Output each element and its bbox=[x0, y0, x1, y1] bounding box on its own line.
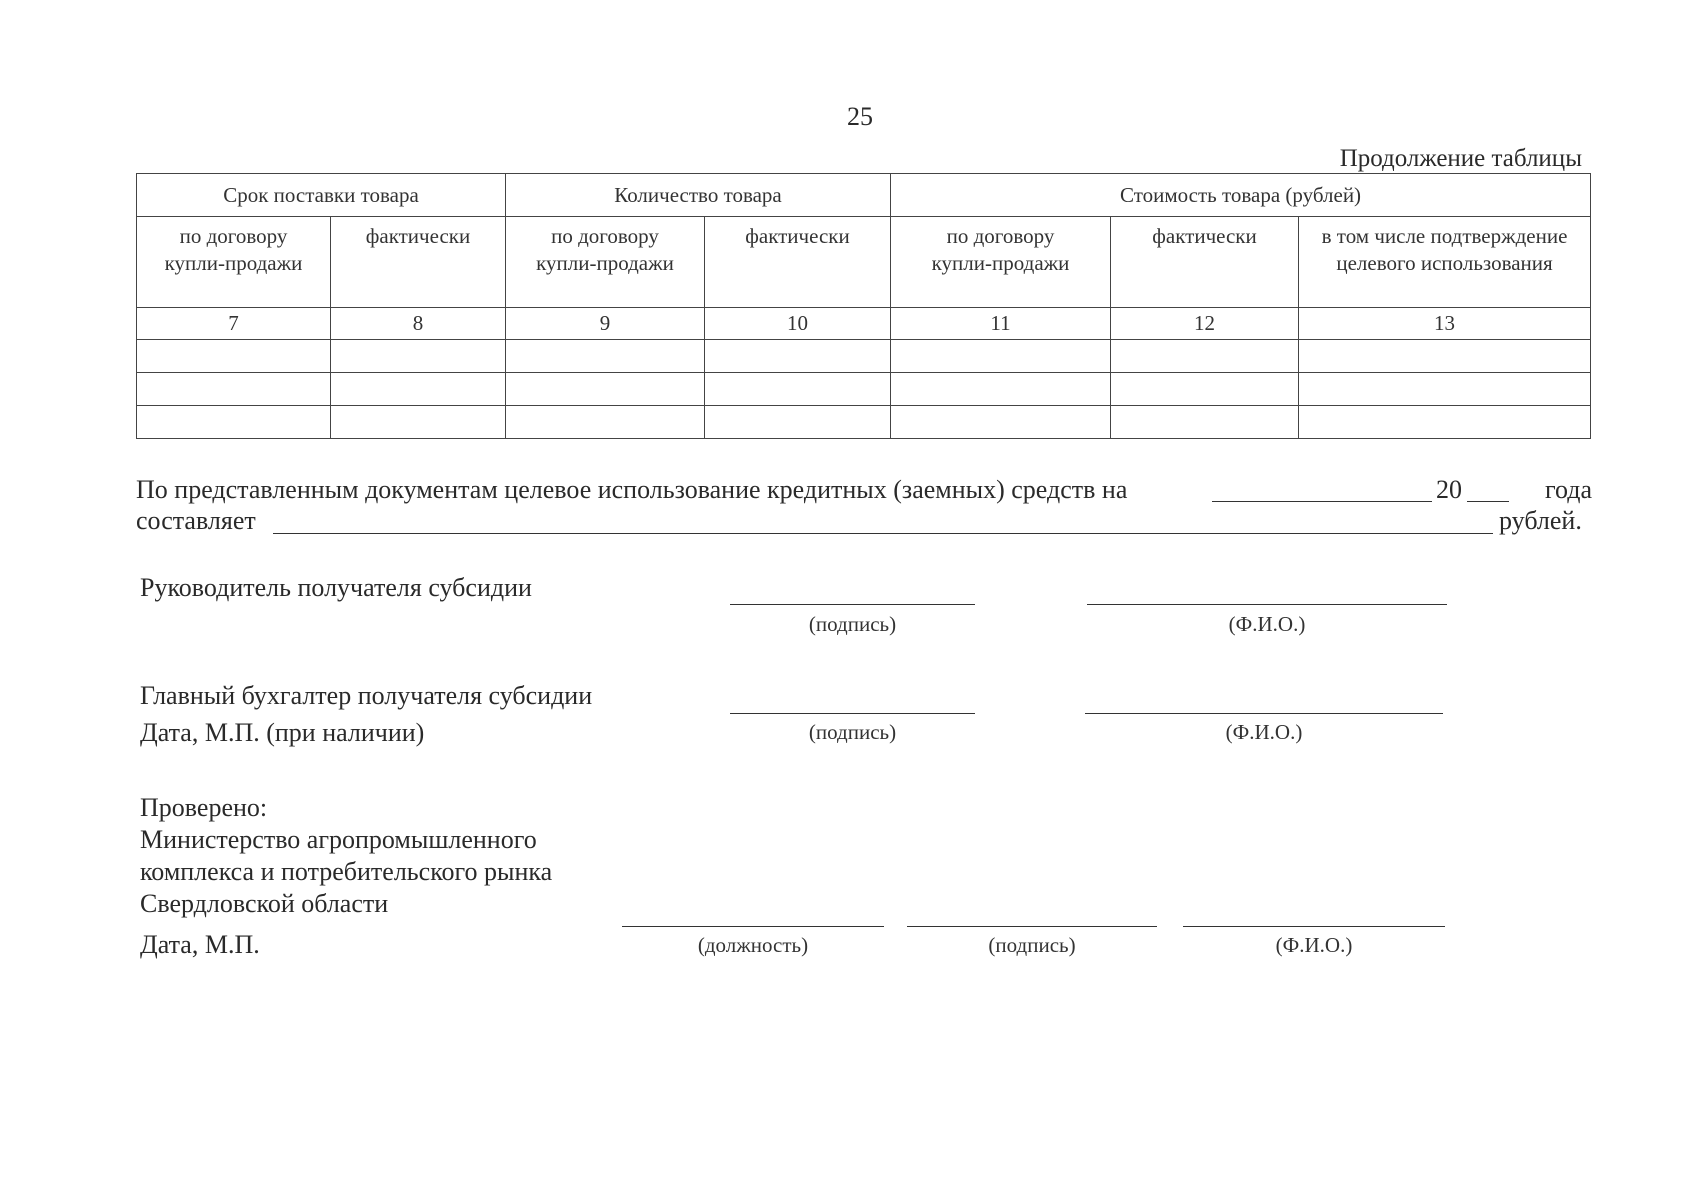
subheader-cell bbox=[331, 217, 506, 308]
subheader-cell bbox=[506, 217, 705, 308]
statement-line-2-end: рублей. bbox=[1499, 506, 1582, 535]
subheader-cell bbox=[1299, 217, 1591, 308]
head-name-caption: (Ф.И.О.) bbox=[1228, 612, 1306, 636]
column-number: 8 bbox=[331, 308, 506, 340]
table-row bbox=[137, 406, 1591, 439]
empty-cell bbox=[506, 373, 705, 406]
subheader-text: по договору bbox=[946, 224, 1055, 248]
head-signature-caption: (подпись) bbox=[808, 612, 897, 636]
verified-position-caption: (должность) bbox=[697, 933, 809, 957]
verified-name-caption: (Ф.И.О.) bbox=[1275, 933, 1353, 957]
accountant-signature-line bbox=[730, 713, 975, 714]
table-row bbox=[137, 340, 1591, 373]
column-number: 12 bbox=[1111, 308, 1299, 340]
subheader-text: купли-продажи bbox=[931, 251, 1070, 275]
subheader-text: целевого использования bbox=[1336, 251, 1553, 275]
subheader-text: в том числе подтверждение bbox=[1321, 224, 1568, 248]
verified-signature-line bbox=[907, 926, 1157, 927]
empty-cell bbox=[331, 406, 506, 439]
ministry-line: Свердловской области bbox=[140, 889, 389, 918]
subheader-text: фактически bbox=[365, 224, 471, 248]
head-signature-line bbox=[730, 604, 975, 605]
accountant-name-line bbox=[1085, 713, 1443, 714]
empty-cell bbox=[506, 406, 705, 439]
group-header-cost: Стоимость товара (рублей) bbox=[891, 174, 1591, 217]
empty-cell bbox=[1299, 406, 1591, 439]
empty-cell bbox=[705, 373, 891, 406]
empty-cell bbox=[331, 340, 506, 373]
statement-line-2-start: составляет bbox=[136, 506, 256, 535]
empty-cell bbox=[1111, 406, 1299, 439]
subheader-cell bbox=[137, 217, 331, 308]
empty-cell bbox=[1111, 340, 1299, 373]
column-number: 10 bbox=[705, 308, 891, 340]
empty-cell bbox=[705, 406, 891, 439]
ministry-line: комплекса и потребительского рынка bbox=[140, 857, 553, 886]
accountant-signature-caption: (подпись) bbox=[808, 720, 897, 744]
subheader-text: купли-продажи bbox=[536, 251, 674, 275]
head-name-line bbox=[1087, 604, 1447, 605]
verified-name-line bbox=[1183, 926, 1445, 927]
column-number: 7 bbox=[137, 308, 331, 340]
subheader-text: по договору bbox=[179, 224, 288, 248]
subheader-text: купли-продажи bbox=[164, 251, 303, 275]
empty-cell bbox=[1111, 373, 1299, 406]
verified-signature-caption: (подпись) bbox=[988, 933, 1076, 957]
head-label: Руководитель получателя субсидии bbox=[140, 573, 532, 602]
table-subheader-row bbox=[137, 217, 1591, 308]
subheader-cell bbox=[705, 217, 891, 308]
subheader-cell bbox=[891, 217, 1111, 308]
year-blank bbox=[1467, 501, 1509, 502]
column-number: 13 bbox=[1299, 308, 1591, 340]
statement-year-prefix: 20 bbox=[1436, 475, 1462, 504]
goods-table bbox=[136, 173, 1591, 439]
empty-cell bbox=[137, 340, 331, 373]
accountant-date-label: Дата, М.П. (при наличии) bbox=[140, 718, 425, 747]
verified-position-line bbox=[622, 926, 884, 927]
column-number: 9 bbox=[506, 308, 705, 340]
group-header-quantity: Количество товара bbox=[506, 174, 891, 217]
table-group-header-row bbox=[137, 174, 1591, 217]
column-number-row bbox=[137, 308, 1591, 340]
table-caption: Продолжение таблицы bbox=[1339, 145, 1582, 172]
empty-cell bbox=[705, 340, 891, 373]
subheader-text: фактически bbox=[1152, 224, 1257, 248]
page-number: 25 bbox=[847, 102, 873, 131]
empty-cell bbox=[1299, 340, 1591, 373]
verified-date-label: Дата, М.П. bbox=[140, 930, 260, 959]
statement-year-suffix: года bbox=[1545, 475, 1593, 504]
group-header-delivery-term: Срок поставки товара bbox=[137, 174, 506, 217]
subheader-text: фактически bbox=[745, 224, 850, 248]
subheader-cell bbox=[1111, 217, 1299, 308]
empty-cell bbox=[137, 373, 331, 406]
date-blank bbox=[1212, 501, 1432, 502]
empty-cell bbox=[331, 373, 506, 406]
empty-cell bbox=[1299, 373, 1591, 406]
accountant-name-caption: (Ф.И.О.) bbox=[1225, 720, 1303, 744]
column-number: 11 bbox=[891, 308, 1111, 340]
table-row bbox=[137, 373, 1591, 406]
empty-cell bbox=[137, 406, 331, 439]
subheader-text: по договору bbox=[551, 224, 659, 248]
accountant-label: Главный бухгалтер получателя субсидии bbox=[140, 681, 593, 710]
verified-label: Проверено: bbox=[140, 793, 268, 822]
empty-cell bbox=[891, 373, 1111, 406]
amount-blank bbox=[273, 533, 1493, 534]
empty-cell bbox=[506, 340, 705, 373]
ministry-line: Министерство агропромышленного bbox=[140, 825, 537, 854]
empty-cell bbox=[891, 340, 1111, 373]
statement-line-1: По представленным документам целевое использование кредитных (заемных) средств на bbox=[136, 475, 1128, 504]
empty-cell bbox=[891, 406, 1111, 439]
